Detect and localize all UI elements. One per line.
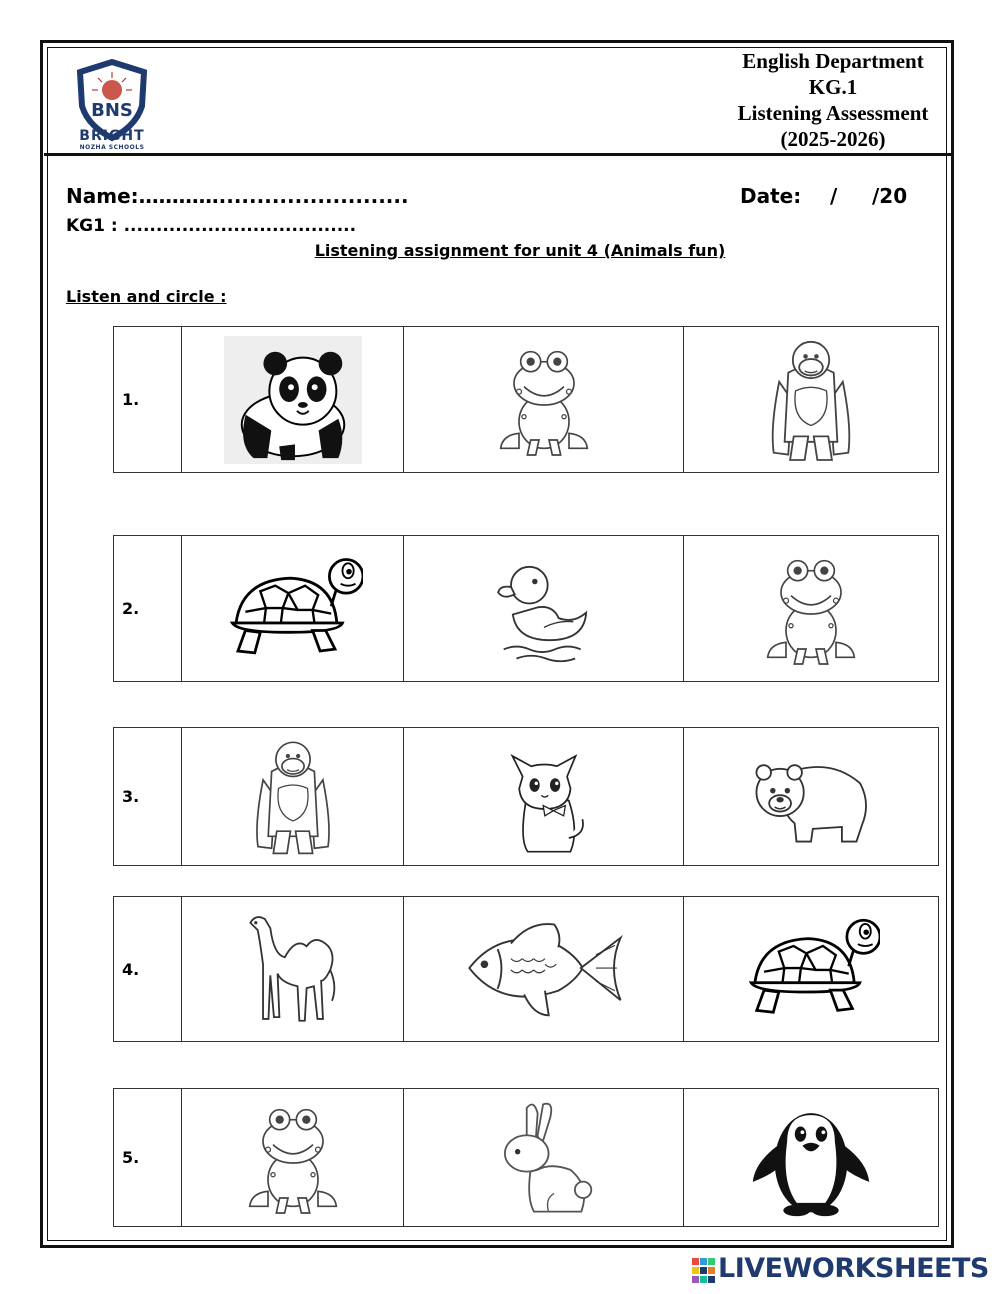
logo-subname: NOZHA SCHOOLS xyxy=(79,144,145,151)
name-field[interactable]: Name:…………......................... xyxy=(66,184,409,208)
liveworksheets-logo-icon xyxy=(692,1258,716,1284)
header-divider xyxy=(44,153,954,156)
option-gorilla[interactable] xyxy=(182,728,404,866)
question-row xyxy=(113,326,939,473)
question-row xyxy=(113,1088,939,1227)
option-turtle[interactable] xyxy=(684,897,939,1042)
date-separator: / xyxy=(830,184,838,208)
liveworksheets-brand[interactable]: LIVEWORKSHEETS xyxy=(718,1253,989,1284)
department-title: English Department xyxy=(742,49,924,73)
class-field[interactable]: KG1 : .................................... xyxy=(66,216,357,236)
year-title: (2025-2026) xyxy=(780,127,886,151)
turtle-icon xyxy=(223,557,363,661)
option-rabbit[interactable] xyxy=(404,1089,684,1227)
assessment-title: Listening Assessment xyxy=(737,101,929,125)
option-frog[interactable] xyxy=(182,1089,404,1227)
question-number: 3. xyxy=(114,728,182,866)
option-penguin[interactable] xyxy=(684,1089,939,1227)
question-number: 4. xyxy=(114,897,182,1042)
grade-title: KG.1 xyxy=(808,75,858,99)
question-row xyxy=(113,727,939,866)
panda-icon xyxy=(224,335,362,465)
option-turtle[interactable] xyxy=(182,536,404,682)
assignment-subtitle: Listening assignment for unit 4 (Animals fun) xyxy=(314,241,726,260)
option-panda[interactable] xyxy=(182,327,404,473)
duck-icon xyxy=(489,554,599,664)
question-row xyxy=(113,535,939,682)
rabbit-icon xyxy=(494,1097,594,1219)
option-frog[interactable] xyxy=(684,536,939,682)
option-frog[interactable] xyxy=(404,327,684,473)
logo-name: BRIGHT xyxy=(79,128,145,144)
gorilla-icon xyxy=(761,335,861,465)
camel-icon xyxy=(243,910,343,1028)
gorilla-icon xyxy=(246,736,340,858)
frog-icon xyxy=(761,549,861,669)
question-number: 2. xyxy=(114,536,182,682)
option-duck[interactable] xyxy=(404,536,684,682)
option-camel[interactable] xyxy=(182,897,404,1042)
option-fish[interactable] xyxy=(404,897,684,1042)
frog-icon xyxy=(494,340,594,460)
fish-icon xyxy=(459,917,629,1021)
date-label: Date: xyxy=(740,184,802,208)
option-gorilla[interactable] xyxy=(684,327,939,473)
instruction-text: Listen and circle : xyxy=(66,287,227,306)
question-row xyxy=(113,896,939,1042)
frog-icon xyxy=(243,1097,343,1219)
logo-initials: BNS xyxy=(91,100,133,121)
penguin-icon xyxy=(749,1096,873,1220)
turtle-icon xyxy=(742,917,880,1021)
option-cat[interactable] xyxy=(404,728,684,866)
bear-icon xyxy=(746,747,876,847)
cat-icon xyxy=(497,736,591,858)
question-number: 1. xyxy=(114,327,182,473)
date-year[interactable]: /20 xyxy=(872,184,908,208)
option-bear[interactable] xyxy=(684,728,939,866)
question-number: 5. xyxy=(114,1089,182,1227)
